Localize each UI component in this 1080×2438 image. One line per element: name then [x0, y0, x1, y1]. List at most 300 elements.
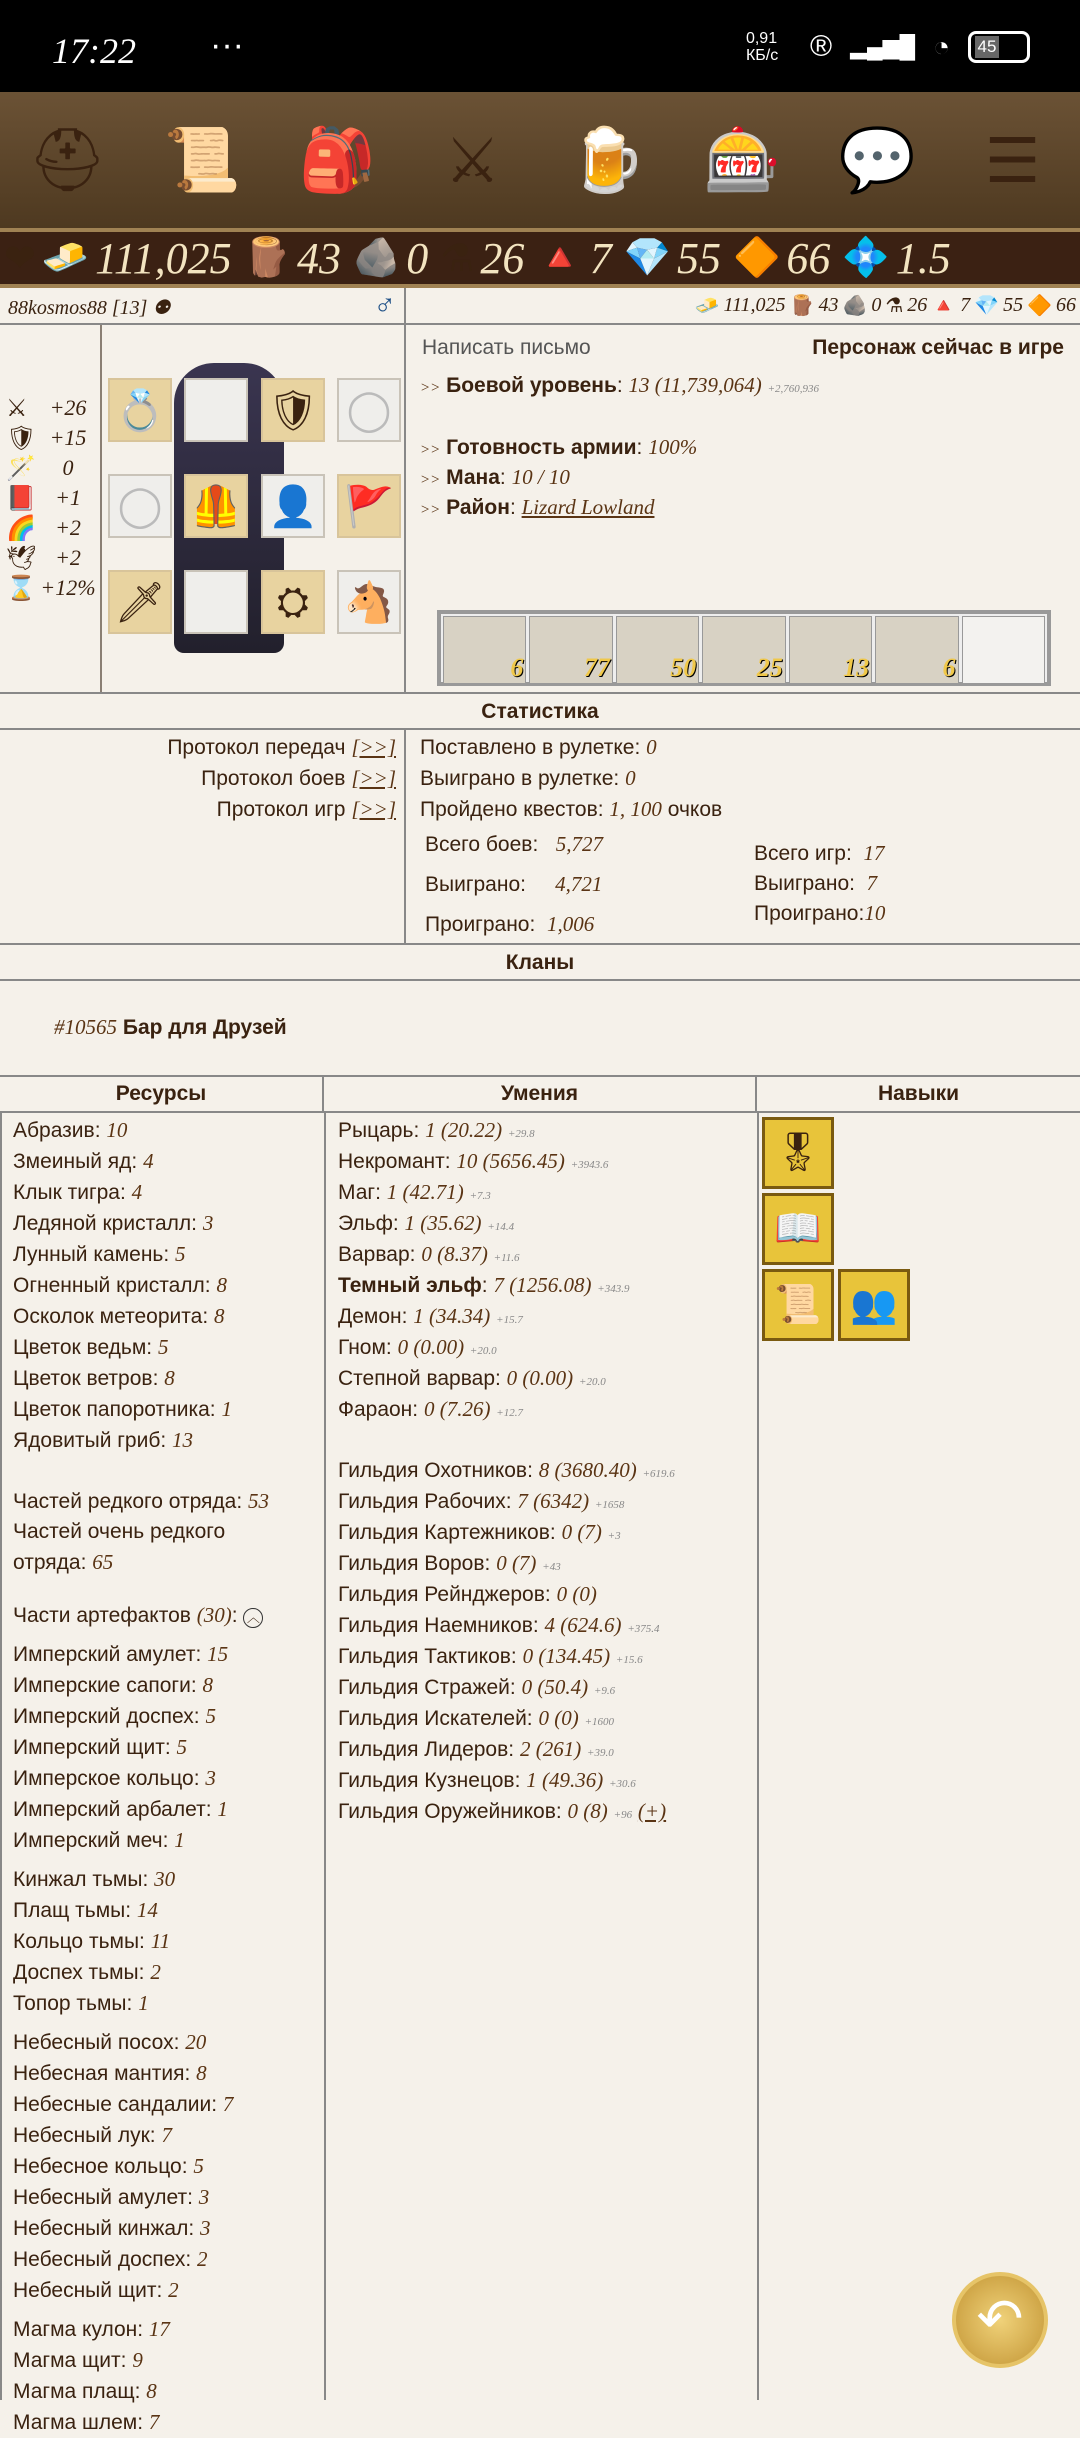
- label: Выиграно: [425, 873, 521, 896]
- spacer: [13, 1856, 324, 1864]
- list-item: Гильдия Картежников: 0 (7) +3: [338, 1520, 621, 1544]
- list-item: Имперский щит: 5: [13, 1735, 188, 1759]
- item-gain: +343.9: [597, 1283, 630, 1295]
- bonus-value: +1: [55, 485, 81, 510]
- list-item: Магма плащ: 8: [13, 2379, 157, 2403]
- defense-icon: 🛡: [6, 424, 37, 452]
- resources-list: [0, 1115, 324, 2438]
- unit-count: 50: [670, 653, 697, 682]
- item-value: 3: [205, 1766, 216, 1790]
- resource-value: 1.5: [895, 233, 951, 283]
- equip-slot-weapon[interactable]: 🗡: [108, 570, 172, 634]
- ore-icon: 🪨: [842, 295, 868, 317]
- list-item: Змеиный яд: 4: [13, 1149, 154, 1173]
- item-label: Варвар: [338, 1243, 410, 1266]
- roulette-icon[interactable]: [693, 110, 793, 210]
- list-item: Ядовитый гриб: 13: [13, 1428, 194, 1452]
- ore-icon: 🪨: [352, 237, 401, 279]
- equip-slot-helmet[interactable]: [184, 378, 248, 442]
- item-label: Магма щит: [13, 2349, 121, 2372]
- talent-icon-3[interactable]: 📜: [762, 1269, 834, 1341]
- item-gain: +15.7: [496, 1314, 523, 1326]
- prefix: >>: [420, 502, 441, 518]
- item-value: 7 (6342): [517, 1489, 590, 1513]
- item-value: 0 (7): [561, 1520, 602, 1544]
- equip-slot-amulet[interactable]: 🛡: [261, 378, 325, 442]
- item-label: Небесный доспех: [13, 2248, 186, 2271]
- wood-icon: 🪵: [789, 295, 815, 317]
- list-item: Частей очень редкого отряда: 65: [13, 1520, 226, 1574]
- list-item: Частей редкого отряда: 53: [13, 1489, 270, 1513]
- menu-icon[interactable]: [963, 110, 1063, 210]
- item-label: Кольцо тьмы: [13, 1930, 140, 1953]
- protocol-link[interactable]: [>>]: [351, 735, 396, 759]
- item-value: 11: [150, 1929, 171, 1953]
- talent-icon-4[interactable]: 👥: [838, 1269, 910, 1341]
- item-label: Имперское кольцо: [13, 1767, 194, 1790]
- bonus-row: [6, 453, 100, 483]
- guild-plus-button[interactable]: (+): [637, 1799, 667, 1823]
- district-link[interactable]: Lizard Lowland: [521, 495, 655, 519]
- item-gain: +3943.6: [570, 1159, 609, 1171]
- bonus-value: +26: [49, 395, 87, 420]
- bonus-row: [6, 513, 100, 543]
- protocol-link[interactable]: [>>]: [351, 766, 396, 790]
- item-value: 3: [202, 1211, 214, 1235]
- item-label: Небесный посох: [13, 2031, 174, 2054]
- label: Поставлено в рулетке: [420, 736, 635, 759]
- value: 5,727: [555, 832, 604, 856]
- item-value: 0 (0): [556, 1582, 597, 1606]
- item-value: 1 (42.71): [386, 1180, 464, 1204]
- knight-helmet-icon[interactable]: [18, 110, 118, 210]
- item-label: Огненный кристалл: [13, 1274, 205, 1297]
- equip-slot-horse[interactable]: 🐴: [337, 570, 401, 634]
- mana: >> Мана: 10 / 10: [420, 465, 570, 489]
- item-label: Фараон: [338, 1398, 413, 1421]
- army-unit-slot[interactable]: [875, 616, 958, 684]
- item-value: 2: [168, 2278, 179, 2302]
- equip-slot-armor[interactable]: 🦺: [184, 474, 248, 538]
- item-gain: +12.7: [496, 1407, 523, 1419]
- list-item: Гном: 0 (0.00) +20.0: [338, 1335, 497, 1359]
- spacer: [13, 2019, 324, 2027]
- resource-value: 111,025: [95, 233, 232, 283]
- value: 10: [864, 901, 886, 925]
- equip-slot-shield[interactable]: ⛭: [261, 570, 325, 634]
- mercury-icon: ⚗: [885, 295, 904, 317]
- prefix: >>: [420, 442, 441, 458]
- signal-icon: ▂▄▆█: [850, 34, 916, 59]
- resources-col-header: Ресурсы: [0, 1077, 324, 1111]
- item-label: Частей очень редкого отряда: [13, 1520, 226, 1574]
- item-gain: +3: [607, 1530, 621, 1542]
- back-arrow-icon: ↶: [976, 2287, 1024, 2350]
- clock: 17:22: [52, 31, 136, 71]
- crystal-icon: 💎: [974, 295, 1000, 317]
- army-label: Готовность армии: [446, 436, 637, 459]
- list-item: Гильдия Рейнджеров: 0 (0): [338, 1582, 597, 1606]
- item-label: Частей редкого отряда: [13, 1490, 237, 1513]
- mini-resource-value: 55: [1003, 294, 1024, 316]
- item-gain: +1658: [594, 1499, 625, 1511]
- talent-icon-2[interactable]: 📖: [762, 1193, 834, 1265]
- list-item: Ледяной кристалл: 3: [13, 1211, 214, 1235]
- label: Пройдено квестов: [420, 798, 598, 821]
- item-label: Осколок метеорита: [13, 1305, 203, 1328]
- list-item: Гильдия Рабочих: 7 (6342) +1658: [338, 1489, 625, 1513]
- item-label: Небесное кольцо: [13, 2155, 182, 2178]
- army-unit-slot[interactable]: [789, 616, 872, 684]
- nav-glyph: ⚔: [444, 126, 501, 196]
- list-item: Лунный камень: 5: [13, 1242, 186, 1266]
- item-value: 7: [161, 2123, 172, 2147]
- heart-icon: ❤: [4, 237, 36, 280]
- item-value: 1 (34.34): [413, 1304, 491, 1328]
- list-item: Варвар: 0 (8.37) +11.6: [338, 1242, 520, 1266]
- item-value: 1: [221, 1397, 232, 1421]
- item-value: 15: [207, 1642, 229, 1666]
- item-value: 0 (7): [496, 1551, 537, 1575]
- list-item: Гильдия Воров: 0 (7) +43: [338, 1551, 561, 1575]
- unit-count: 6: [942, 653, 956, 682]
- nav-glyph: 📜: [163, 125, 242, 195]
- equip-slot-mirror[interactable]: ◯: [337, 378, 401, 442]
- item-value: 14: [136, 1898, 158, 1922]
- list-item: Огненный кристалл: 8: [13, 1273, 227, 1297]
- list-item: Имперский доспех: 5: [13, 1704, 216, 1728]
- item-value: 5: [175, 1242, 186, 1266]
- crystal-icon: 💎: [623, 237, 672, 279]
- item-label: Имперский доспех: [13, 1705, 194, 1728]
- bonus-value: +2: [55, 515, 81, 540]
- item-gain: +29.8: [507, 1128, 535, 1140]
- list-item: Демон: 1 (34.34) +15.7: [338, 1304, 523, 1328]
- protocol-row: [0, 794, 396, 825]
- sulfur-icon: 🔺: [536, 237, 584, 279]
- equip-slot-ring2[interactable]: ◯: [108, 474, 172, 538]
- item-label: Гильдия Рейнджеров: [338, 1583, 545, 1606]
- list-item: Кинжал тьмы: 30: [13, 1867, 176, 1891]
- magic-wand-icon: 🪄: [6, 454, 36, 482]
- item-value: 1 (20.22): [425, 1118, 503, 1142]
- item-label: Гильдия Оружейников: [338, 1800, 556, 1823]
- item-value: 0 (0): [538, 1706, 579, 1730]
- main-nav: [0, 92, 1080, 228]
- item-label: Небесные сандалии: [13, 2093, 212, 2116]
- item-gain: +619.6: [642, 1468, 675, 1480]
- artifacts-label: Части артефактов: [13, 1604, 191, 1627]
- mini-resources: [406, 288, 1080, 325]
- wood-icon: 🪵: [243, 237, 291, 279]
- item-value: 0 (134.45): [522, 1644, 611, 1668]
- protocol-link[interactable]: [>>]: [351, 797, 396, 821]
- list-item: Клык тигра: 4: [13, 1180, 143, 1204]
- item-value: 5: [176, 1735, 188, 1759]
- item-label: Демон: [338, 1305, 402, 1328]
- list-item: Имперские сапоги: 8: [13, 1673, 213, 1697]
- item-value: 8: [196, 2061, 207, 2085]
- list-item: Цветок ведьм: 5: [13, 1335, 169, 1359]
- resource-value: 66: [786, 233, 831, 283]
- item-label: Гильдия Воров: [338, 1552, 485, 1575]
- list-item: Плащ тьмы: 14: [13, 1898, 158, 1922]
- list-item: Осколок метеорита: 8: [13, 1304, 225, 1328]
- divider: [757, 1112, 759, 2400]
- player-nickname: 88kosmos88: [8, 297, 107, 319]
- item-label: Степной варвар: [338, 1367, 495, 1390]
- item-label: Небесный лук: [13, 2124, 150, 2147]
- talents-col-header: Навыки: [877, 1082, 960, 1105]
- profile-header: [0, 288, 406, 325]
- gold-icon: 🧈: [694, 295, 720, 317]
- label: Проиграно: [754, 902, 859, 925]
- item-gain: +96: [613, 1809, 633, 1821]
- item-value: 1 (49.36): [526, 1768, 604, 1792]
- nav-glyph: 🎰: [703, 125, 782, 195]
- item-value: 1: [138, 1991, 149, 2015]
- item-value: 2 (261): [519, 1737, 582, 1761]
- list-item: Магма щит: 9: [13, 2348, 143, 2372]
- gems-icon: 🔶: [1027, 295, 1052, 317]
- tavern-mug-icon[interactable]: [558, 110, 658, 210]
- item-value: 8: [213, 1304, 225, 1328]
- backpack-icon[interactable]: [288, 110, 388, 210]
- bonus-row: [6, 543, 100, 573]
- list-item: Имперский меч: 1: [13, 1828, 185, 1852]
- artifacts-count: (30): [196, 1603, 232, 1627]
- item-value: 0 (0.00): [506, 1366, 574, 1390]
- item-label: Гном: [338, 1336, 386, 1359]
- list-item: Магма шлем: 7: [13, 2410, 160, 2434]
- mini-resource-value: 111,025: [723, 294, 786, 316]
- equip-slot-ring[interactable]: 💍: [108, 378, 172, 442]
- combat-level-gain: +2,760,936: [767, 383, 820, 395]
- list-item: Маг: 1 (42.71) +7.3: [338, 1180, 491, 1204]
- mini-resource-value: 26: [907, 294, 928, 316]
- item-value: 65: [92, 1550, 114, 1574]
- games-lost: Проиграно:10: [754, 901, 886, 925]
- army-readiness: >> Готовность армии: 100%: [420, 435, 698, 459]
- net-speed: 0,91 КБ/с: [745, 30, 779, 64]
- roaming-icon: ®: [809, 30, 833, 63]
- item-label: Небесный щит: [13, 2279, 157, 2302]
- wifi-icon: ◔: [933, 31, 950, 62]
- item-value: 4: [143, 1149, 154, 1173]
- skills-list: [324, 1115, 757, 1827]
- mini-resource-value: 66: [1056, 294, 1076, 316]
- value: 0: [646, 735, 657, 759]
- equip-slot-cloak[interactable]: 👤: [261, 474, 325, 538]
- prefix: >>: [420, 472, 441, 488]
- item-label: Имперский щит: [13, 1736, 165, 1759]
- unit-count: 6: [510, 653, 524, 682]
- item-label: Кинжал тьмы: [13, 1868, 143, 1891]
- protocol-row: [0, 732, 396, 763]
- map-scroll-icon[interactable]: [153, 110, 253, 210]
- spacer: [13, 1631, 324, 1639]
- battles-won: Выиграно: 4,721: [425, 872, 603, 896]
- item-label: Гильдия Наемников: [338, 1614, 533, 1637]
- equip-slot-banner[interactable]: 🚩: [337, 474, 401, 538]
- clan-entry[interactable]: [54, 1012, 287, 1043]
- list-item: Небесный лук: 7: [13, 2123, 172, 2147]
- spacer: [338, 1425, 757, 1455]
- list-item: Небесный кинжал: 3: [13, 2216, 211, 2240]
- item-label: Эльф: [338, 1212, 393, 1235]
- item-value: 5: [193, 2154, 204, 2178]
- list-item: Фараон: 0 (7.26) +12.7: [338, 1397, 523, 1421]
- list-item: Имперский амулет: 15: [13, 1642, 229, 1666]
- morale-wings-icon: 🕊: [6, 544, 37, 572]
- item-gain: +11.6: [493, 1252, 520, 1264]
- item-label: Гильдия Кузнецов: [338, 1769, 515, 1792]
- item-value: 4: [131, 1180, 143, 1204]
- item-label: Лунный камень: [13, 1243, 164, 1266]
- talent-icon-1[interactable]: 🎖: [762, 1117, 834, 1189]
- resource-value: 0: [406, 233, 429, 283]
- district: >> Район: Lizard Lowland: [420, 495, 655, 519]
- gold-icon: 🧈: [41, 237, 90, 279]
- combat-level-value: 13 (11,739,064): [628, 373, 762, 397]
- item-label: Магма плащ: [13, 2380, 135, 2403]
- value: 17: [863, 841, 885, 865]
- item-label: Ядовитый гриб: [13, 1429, 161, 1452]
- item-gain: +30.6: [609, 1778, 636, 1790]
- item-value: 5: [157, 1335, 169, 1359]
- unit-count: 25: [756, 653, 783, 682]
- resource-value: 43: [296, 233, 341, 283]
- unit: очков: [667, 798, 723, 821]
- list-item: Гильдия Стражей: 0 (50.4) +9.6: [338, 1675, 616, 1699]
- player-level: [13]: [111, 297, 148, 319]
- item-value: 8: [216, 1273, 227, 1297]
- list-item: Магма кулон: 17: [13, 2317, 170, 2341]
- army-unit-slot[interactable]: [529, 616, 612, 684]
- army-slots: [437, 610, 1051, 686]
- item-value: 2: [197, 2247, 208, 2271]
- army-unit-slot[interactable]: [702, 616, 785, 684]
- item-value: 7: [148, 2410, 160, 2434]
- item-label: Рыцарь: [338, 1119, 414, 1142]
- sulfur-icon: 🔺: [931, 295, 957, 317]
- item-label: Цветок ветров: [13, 1367, 153, 1390]
- protocol-label: Протокол боев: [201, 767, 346, 790]
- mini-resource-value: 7: [960, 294, 971, 316]
- item-label: Темный эльф: [338, 1274, 482, 1297]
- item-label: Цветок ведьм: [13, 1336, 147, 1359]
- info-panel: [406, 325, 1080, 605]
- attack-icon: ⚔: [6, 394, 28, 422]
- army-unit-slot[interactable]: [443, 616, 526, 684]
- gender-icon: ♂: [373, 288, 396, 321]
- item-value: 7: [222, 2092, 234, 2116]
- item-label: Гильдия Лидеров: [338, 1738, 509, 1761]
- bonus-row: [6, 423, 100, 453]
- item-value: 53: [248, 1489, 270, 1513]
- item-value: 0 (8): [567, 1799, 608, 1823]
- list-item: Цветок папоротника: 1: [13, 1397, 232, 1421]
- resource-value: 7: [589, 233, 612, 283]
- battery-icon: [968, 31, 1030, 63]
- quests-done: Пройдено квестов: 1, 100 очков: [420, 797, 723, 821]
- list-item: Некромант: 10 (5656.45) +3943.6: [338, 1149, 609, 1173]
- battery-level: 45: [975, 36, 999, 58]
- bonus-row: [6, 393, 100, 423]
- initiative-hourglass-icon: ⌛: [6, 574, 36, 602]
- roulette-bet: Поставлено в рулетке: 0: [420, 735, 657, 759]
- resource-value: 26: [480, 233, 525, 283]
- spacer: [13, 1456, 324, 1486]
- bonus-value: +12%: [40, 575, 96, 600]
- item-value: 0 (0.00): [397, 1335, 465, 1359]
- protocols-list: [0, 730, 406, 943]
- item-gain: +15.6: [615, 1654, 643, 1666]
- roulette-won: Выиграно в рулетке: 0: [420, 766, 636, 790]
- list-item: Гильдия Кузнецов: 1 (49.36) +30.6: [338, 1768, 636, 1792]
- collapse-chevron-icon[interactable]: ︿: [243, 1608, 263, 1628]
- player-name: [8, 295, 170, 320]
- list-item: Гильдия Оружейников: 0 (8) +96 (+): [338, 1799, 667, 1823]
- list-item: Гильдия Лидеров: 2 (261) +39.0: [338, 1737, 614, 1761]
- item-label: Гильдия Стражей: [338, 1676, 510, 1699]
- artifacts-header[interactable]: Части артефактов (30): ︿: [13, 1600, 324, 1631]
- item-label: Магма кулон: [13, 2318, 138, 2341]
- back-button[interactable]: [952, 2272, 1048, 2368]
- list-item: Небесная мантия: 8: [13, 2061, 207, 2085]
- item-value: 30: [154, 1867, 176, 1891]
- protocol-label: Протокол передач: [167, 736, 346, 759]
- list-item: Небесное кольцо: 5: [13, 2154, 204, 2178]
- item-value: 1: [174, 1828, 185, 1852]
- item-label: Имперский арбалет: [13, 1798, 206, 1821]
- battles-total: Всего боев: 5,727: [425, 832, 604, 856]
- equip-slot-boots[interactable]: [184, 570, 248, 634]
- item-label: Небесный амулет: [13, 2186, 188, 2209]
- stats-header: Статистика: [0, 692, 1080, 730]
- value: 7: [866, 871, 878, 895]
- gems-icon: 🔶: [733, 237, 781, 279]
- chat-icon[interactable]: [828, 110, 928, 210]
- bonus-value: +2: [55, 545, 81, 570]
- item-label: Ледяной кристалл: [13, 1212, 192, 1235]
- item-label: Гильдия Охотников: [338, 1459, 528, 1482]
- item-value: 10: [106, 1118, 128, 1142]
- crossed-swords-icon[interactable]: [423, 110, 523, 210]
- list-item: Топор тьмы: 1: [13, 1991, 149, 2015]
- resource-value: 55: [677, 233, 722, 283]
- item-gain: +7.3: [469, 1190, 491, 1202]
- bonus-value: +15: [49, 425, 87, 450]
- item-value: 0 (50.4): [521, 1675, 589, 1699]
- item-value: 20: [185, 2030, 207, 2054]
- item-gain: +14.4: [487, 1221, 515, 1233]
- army-unit-slot[interactable]: [616, 616, 699, 684]
- item-label: Гильдия Картежников: [338, 1521, 550, 1544]
- clan-name[interactable]: Бар для Друзей: [122, 1016, 287, 1039]
- games-won: Выиграно: 7: [754, 871, 878, 895]
- item-label: Абразив: [13, 1119, 95, 1142]
- item-value: 8: [202, 1673, 213, 1697]
- item-label: Плащ тьмы: [13, 1899, 126, 1922]
- item-label: Имперские сапоги: [13, 1674, 191, 1697]
- stats-panel: [420, 732, 1060, 936]
- list-item: Гильдия Искателей: 0 (0) +1600: [338, 1706, 614, 1730]
- army-unit-slot[interactable]: [962, 616, 1045, 684]
- write-letter-link[interactable]: Написать письмо: [422, 336, 591, 359]
- item-label: Некромант: [338, 1150, 445, 1173]
- protocol-label: Протокол игр: [216, 798, 346, 821]
